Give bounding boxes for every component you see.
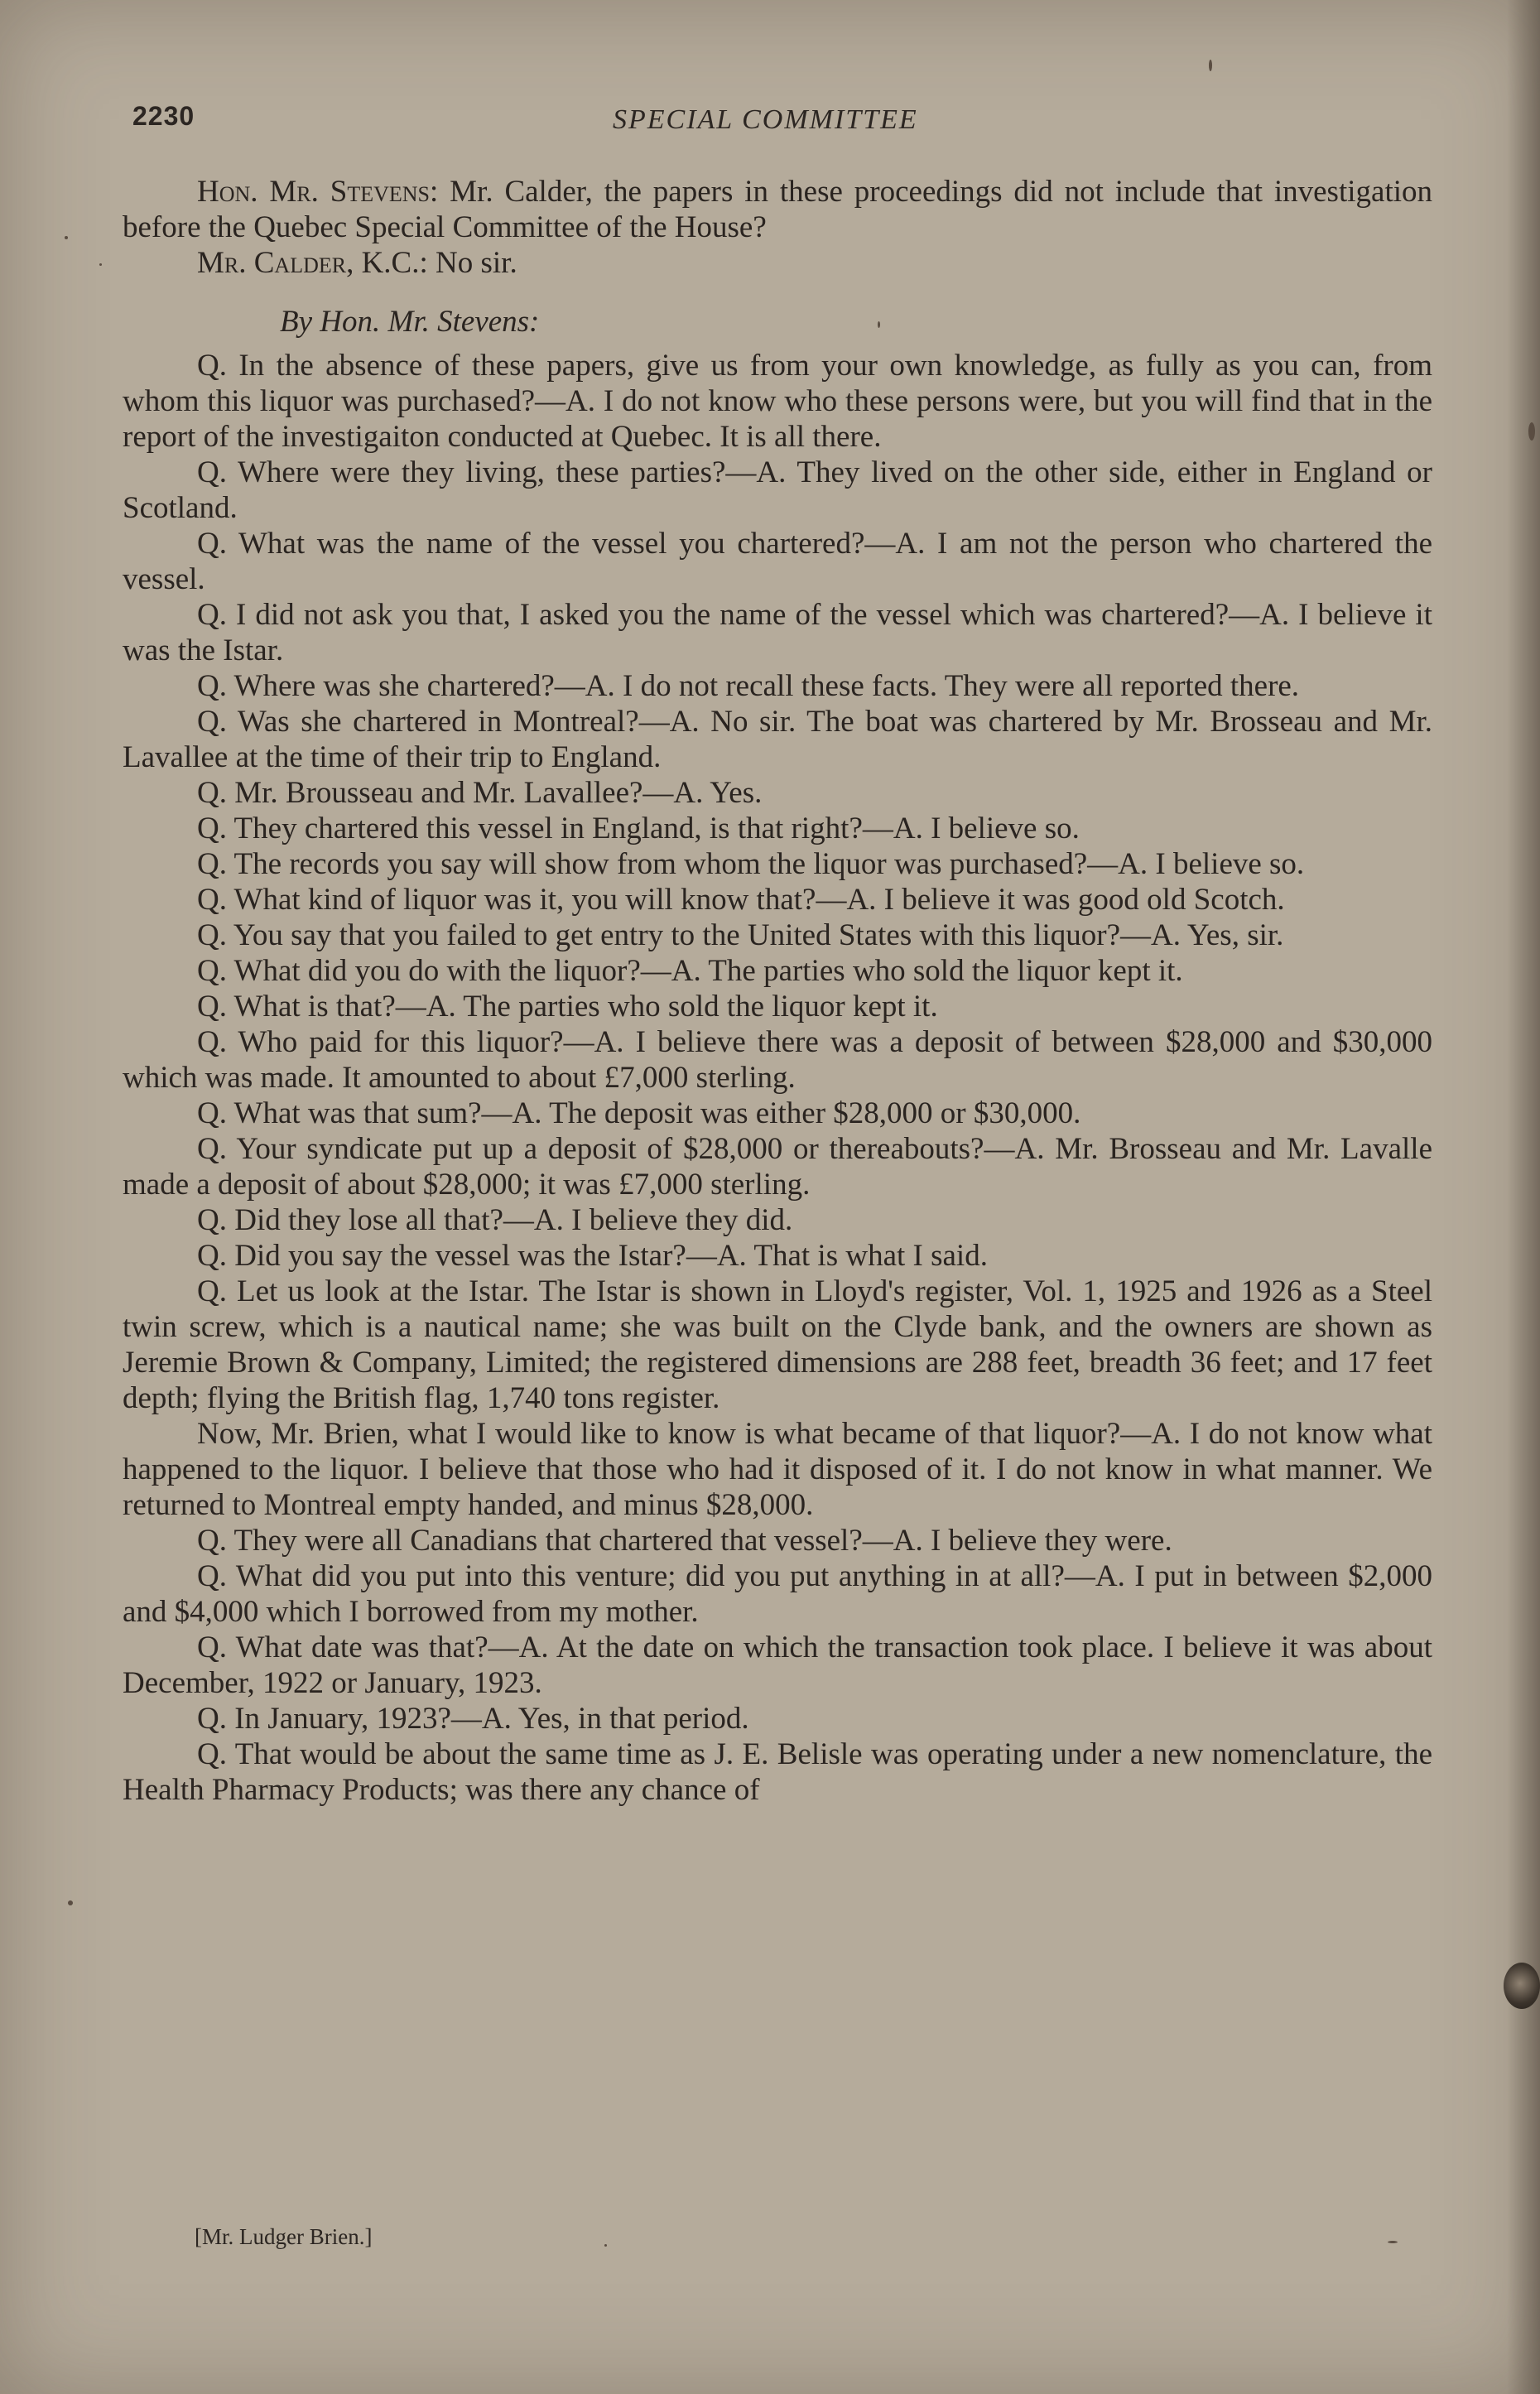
paper-speck (604, 2244, 607, 2247)
qa-paragraph: Q. What date was that?—A. At the date on which the transaction took place. I believe it was about December, 1922 or January, 1923. (123, 1631, 1432, 1700)
qa-paragraph: Q. Where were they living, these parties?—A. They lived on the other side, either in England or Scotland. (123, 455, 1432, 525)
speaker-name: Mr. Calder, K.C.: (197, 246, 428, 280)
qa-paragraph: Q. Where was she chartered?—A. I do not recall these facts. They were all reported there. (197, 669, 1300, 703)
paper-speck (65, 236, 68, 239)
qa-paragraph: Q. What did you put into this venture; did you put anything in at all?—A. I put in between $2,000 and $4,000 which I borrowed from my mother. (123, 1559, 1432, 1629)
paper-speck (1209, 60, 1212, 71)
speaker-paragraph (123, 245, 1432, 281)
qa-paragraph: Q. Was she chartered in Montreal?—A. No sir. The boat was chartered by Mr. Brosseau and Mr. Lavallee at the time of their trip to England. (123, 705, 1432, 774)
qa-paragraph: Q. Your syndicate put up a deposit of $28,000 or thereabouts?—A. Mr. Brosseau and Mr. Lavalle made a deposit of about $28,000; it was £7,000 sterling. (123, 1132, 1432, 1202)
page-header (132, 101, 1424, 142)
binding-hole-mark (1504, 1963, 1540, 2009)
qa-paragraph: Q. Did you say the vessel was the Istar?—A. That is what I said. (197, 1239, 988, 1273)
paper-speck (68, 1900, 73, 1905)
page-edge-shadow (1507, 0, 1540, 2394)
page-number: 2230 (132, 101, 195, 131)
qa-paragraph: Q. Mr. Brousseau and Mr. Lavallee?—A. Yes. (197, 776, 763, 810)
qa-paragraph: Q. I did not ask you that, I asked you the name of the vessel which was chartered?—A. I believe it was the Istar. (123, 598, 1432, 667)
qa-paragraph: Q. What is that?—A. The parties who sold the liquor kept it. (197, 990, 938, 1024)
qa-paragraph: Q. What kind of liquor was it, you will know that?—A. I believe it was good old Scotch. (197, 883, 1285, 917)
speech-text: Mr. Calder, the papers in these proceedings did not include that investigation before the Quebec Special Committee of the House? (123, 175, 1433, 244)
qa-paragraph: Q. Did they lose all that?—A. I believe they did. (197, 1203, 793, 1237)
paper-speck (1388, 2241, 1398, 2243)
speaker-paragraph (123, 174, 1432, 245)
running-head: SPECIAL COMMITTEE (613, 104, 918, 135)
paper-speck (99, 263, 102, 266)
qa-paragraph: Q. You say that you failed to get entry to the United States with this liquor?—A. Yes, sir. (197, 918, 1284, 952)
speech-text: No sir. (427, 246, 517, 280)
qa-paragraph: Q. Let us look at the Istar. The Istar is shown in Lloyd's register, Vol. 1, 1925 and 1926 as a Steel twin screw, which is a nautical name; she was built on the Clyde bank, and the owners are shown as Jeremie Brown & Company, Limited; the registered dimensions are 288 feet, breadth 36 feet; and 17 feet depth; flying the British flag, 1,740 tons register. (123, 1274, 1432, 1415)
qa-paragraph: Q. They were all Canadians that chartered that vessel?—A. I believe they were. (197, 1524, 1172, 1558)
qa-paragraph: Q. In January, 1923?—A. Yes, in that period. (197, 1702, 749, 1736)
qa-paragraph: Q. In the absence of these papers, give us from your own knowledge, as fully as you can, from whom this liquor was purchased?—A. I do not know who these persons were, but you will find that in the report of the investigaiton conducted at Quebec. It is all there. (123, 349, 1432, 454)
qa-paragraph: Q. What did you do with the liquor?—A. The parties who sold the liquor kept it. (197, 954, 1183, 988)
paper-speck (878, 321, 880, 328)
qa-paragraph: Q. What was that sum?—A. The deposit was either $28,000 or $30,000. (197, 1096, 1081, 1130)
speaker-name: Hon. Mr. Stevens: (197, 175, 439, 209)
qa-paragraph: Now, Mr. Brien, what I would like to know is what became of that liquor?—A. I do not know what happened to the liquor. I believe that those who had it disposed of it. I do not know in what manner. We returned to Montreal empty handed, and minus $28,000. (123, 1417, 1432, 1522)
paper-speck (1528, 422, 1535, 441)
witness-footnote: [Mr. Ludger Brien.] (195, 2224, 373, 2249)
transcript-body (123, 174, 1432, 1808)
examiner-byline: By Hon. Mr. Stevens: (280, 305, 540, 339)
qa-paragraph: Q. That would be about the same time as J. E. Belisle was operating under a new nomenclature, the Health Pharmacy Products; was there any chance of (123, 1737, 1432, 1807)
qa-paragraph: Q. What was the name of the vessel you chartered?—A. I am not the person who chartered the vessel. (123, 527, 1432, 596)
qa-paragraph: Q. The records you say will show from whom the liquor was purchased?—A. I believe so. (197, 847, 1305, 881)
qa-paragraph: Q. They chartered this vessel in England, is that right?—A. I believe so. (197, 812, 1080, 845)
qa-paragraph: Q. Who paid for this liquor?—A. I believe there was a deposit of between $28,000 and $30,000 which was made. It amounted to about £7,000 sterling. (123, 1025, 1432, 1095)
